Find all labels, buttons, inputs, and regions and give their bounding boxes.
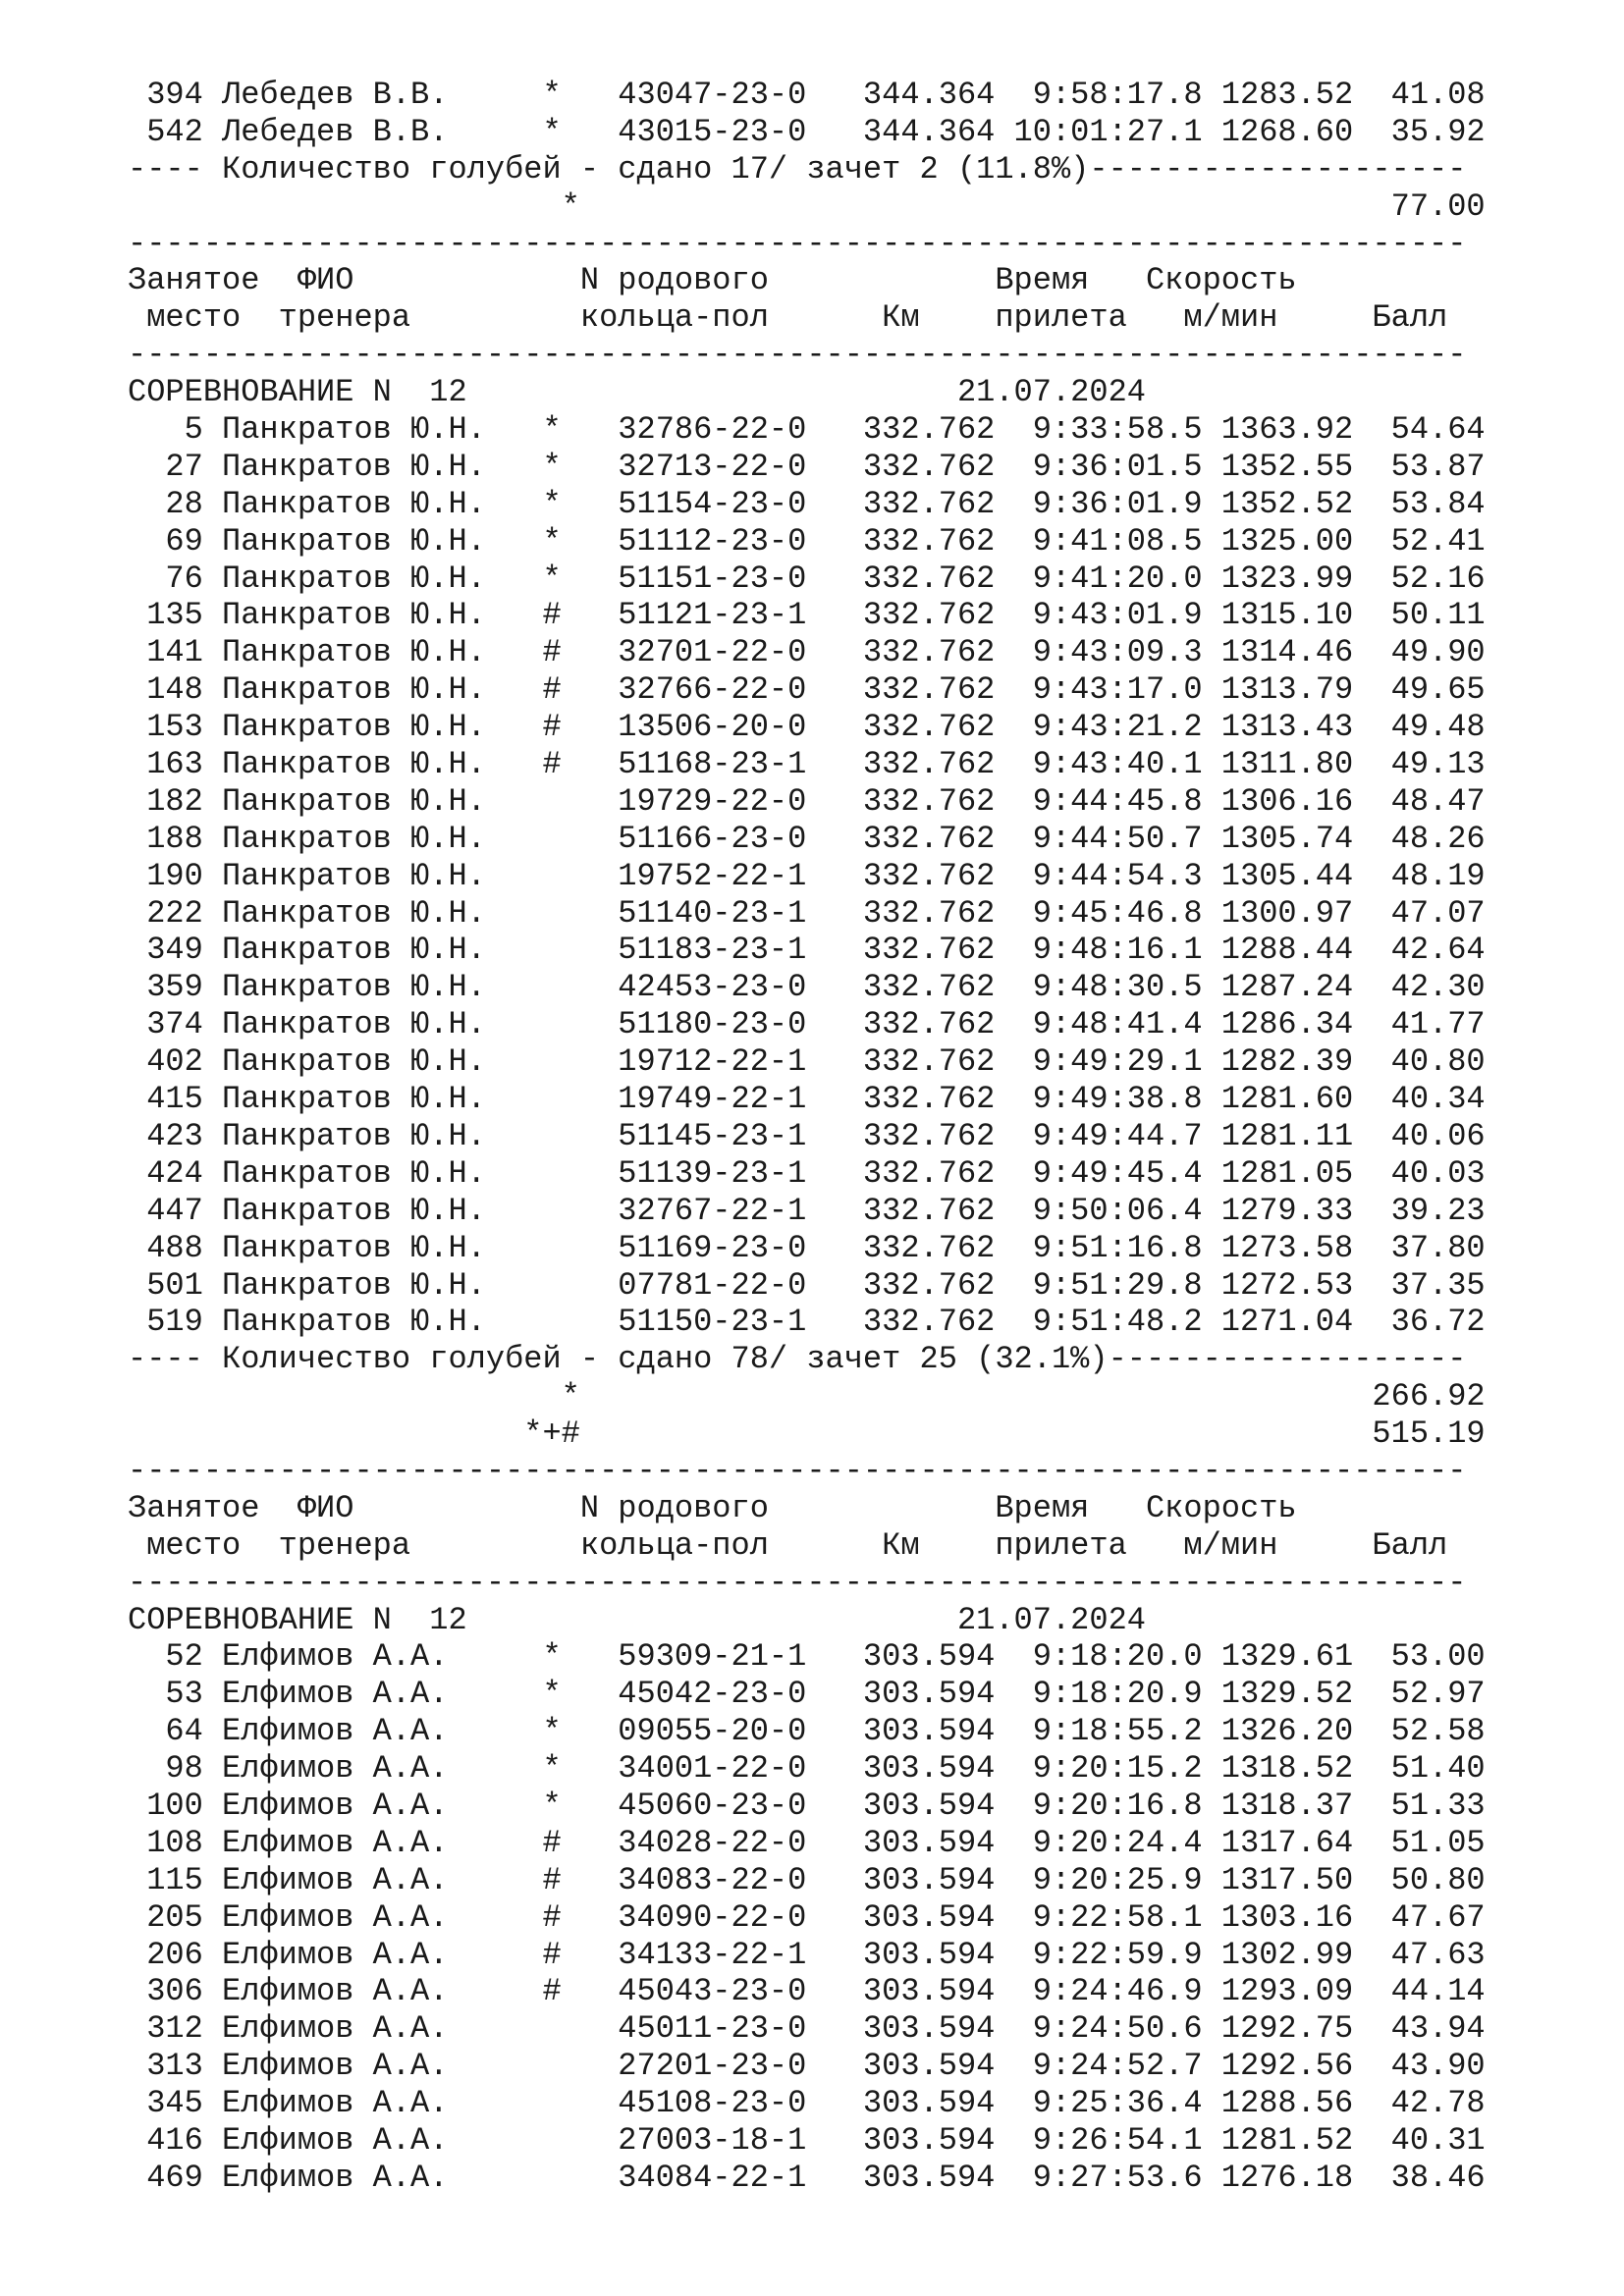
report-line: 98 Елфимов А.А. * 34001-22-0 303.594 9:20:15.2 1318.52 51.40 (128, 1750, 1486, 1788)
report-line: ----------------------------------------------------------------------- (128, 1564, 1467, 1601)
report-line: * 266.92 (128, 1378, 1486, 1415)
report-line: 5 Панкратов Ю.Н. * 32786-22-0 332.762 9:33:58.5 1363.92 54.64 (128, 411, 1486, 449)
report-line: место тренера кольца-пол Км прилета м/мин Балл (128, 299, 1448, 337)
report-line: 28 Панкратов Ю.Н. * 51154-23-0 332.762 9:36:01.9 1352.52 53.84 (128, 485, 1486, 522)
report-line: 394 Лебедев В.В. * 43047-23-0 344.364 9:58:17.8 1283.52 41.08 (128, 77, 1486, 113)
report-line: 424 Панкратов Ю.Н. 51139-23-1 332.762 9:49:45.4 1281.05 40.03 (128, 1154, 1486, 1192)
report-line: ----------------------------------------------------------------------- (128, 225, 1467, 262)
report-line: 423 Панкратов Ю.Н. 51145-23-1 332.762 9:49:44.7 1281.11 40.06 (128, 1117, 1486, 1154)
report-line: ----------------------------------------------------------------------- (128, 337, 1467, 374)
report-line: 141 Панкратов Ю.Н. # 32701-22-0 332.762 9:43:09.3 1314.46 49.90 (128, 634, 1486, 671)
report-line: Занятое ФИО N родового Время Скорость (128, 262, 1297, 299)
report-line: 501 Панкратов Ю.Н. 07781-22-0 332.762 9:51:29.8 1272.53 37.35 (128, 1266, 1486, 1304)
report-line: 135 Панкратов Ю.Н. # 51121-23-1 332.762 9:43:01.9 1315.10 50.11 (128, 597, 1486, 634)
report-line: 345 Елфимов А.А. 45108-23-0 303.594 9:25:36.4 1288.56 42.78 (128, 2085, 1486, 2122)
report-line: 416 Елфимов А.А. 27003-18-1 303.594 9:26:54.1 1281.52 40.31 (128, 2121, 1486, 2159)
report-line: 374 Панкратов Ю.Н. 51180-23-0 332.762 9:48:41.4 1286.34 41.77 (128, 1006, 1486, 1043)
report-line: 359 Панкратов Ю.Н. 42453-23-0 332.762 9:48:30.5 1287.24 42.30 (128, 969, 1486, 1006)
report-line: 206 Елфимов А.А. # 34133-22-1 303.594 9:22:59.9 1302.99 47.63 (128, 1936, 1486, 1973)
report-line: 163 Панкратов Ю.Н. # 51168-23-1 332.762 9:43:40.1 1311.80 49.13 (128, 746, 1486, 783)
report-line: ----------------------------------------------------------------------- (128, 1452, 1467, 1489)
report-line: 190 Панкратов Ю.Н. 19752-22-1 332.762 9:44:54.3 1305.44 48.19 (128, 857, 1486, 894)
report-line: 447 Панкратов Ю.Н. 32767-22-1 332.762 9:50:06.4 1279.33 39.23 (128, 1192, 1486, 1229)
report-line: 205 Елфимов А.А. # 34090-22-0 303.594 9:22:58.1 1303.16 47.67 (128, 1898, 1486, 1936)
report-line: 349 Панкратов Ю.Н. 51183-23-1 332.762 9:48:16.1 1288.44 42.64 (128, 932, 1486, 969)
report-line: 312 Елфимов А.А. 45011-23-0 303.594 9:24:50.6 1292.75 43.94 (128, 2010, 1486, 2048)
report-line: 69 Панкратов Ю.Н. * 51112-23-0 332.762 9:41:08.5 1325.00 52.41 (128, 522, 1486, 560)
report-line: 53 Елфимов А.А. * 45042-23-0 303.594 9:18:20.9 1329.52 52.97 (128, 1676, 1486, 1713)
results-printout (128, 77, 1486, 2197)
report-line: 108 Елфимов А.А. # 34028-22-0 303.594 9:20:24.4 1317.64 51.05 (128, 1824, 1486, 1861)
report-line: 188 Панкратов Ю.Н. 51166-23-0 332.762 9:44:50.7 1305.74 48.26 (128, 820, 1486, 857)
report-line: 27 Панкратов Ю.Н. * 32713-22-0 332.762 9:36:01.5 1352.55 53.87 (128, 448, 1486, 485)
report-line: 100 Елфимов А.А. * 45060-23-0 303.594 9:20:16.8 1318.37 51.33 (128, 1787, 1486, 1824)
report-line: 415 Панкратов Ю.Н. 19749-22-1 332.762 9:49:38.8 1281.60 40.34 (128, 1081, 1486, 1118)
report-line: 542 Лебедев В.В. * 43015-23-0 344.364 10:01:27.1 1268.60 35.92 (128, 113, 1486, 150)
report-line: СОРЕВНОВАНИЕ N 12 21.07.2024 (128, 1601, 1146, 1638)
report-line: ---- Количество голубей - сдано 17/ зачет 2 (11.8%)-------------------- (128, 150, 1467, 187)
report-line: 402 Панкратов Ю.Н. 19712-22-1 332.762 9:49:29.1 1282.39 40.80 (128, 1043, 1486, 1081)
report-line: 469 Елфимов А.А. 34084-22-1 303.594 9:27:53.6 1276.18 38.46 (128, 2159, 1486, 2196)
report-line: 115 Елфимов А.А. # 34083-22-0 303.594 9:20:25.9 1317.50 50.80 (128, 1861, 1486, 1898)
report-line: ---- Количество голубей - сдано 78/ зачет 25 (32.1%)------------------- (128, 1341, 1467, 1378)
report-line: *+# 515.19 (128, 1415, 1486, 1453)
report-line: 52 Елфимов А.А. * 59309-21-1 303.594 9:18:20.0 1329.61 53.00 (128, 1638, 1486, 1676)
report-line: * 77.00 (128, 187, 1486, 225)
report-line: 153 Панкратов Ю.Н. # 13506-20-0 332.762 9:43:21.2 1313.43 49.48 (128, 709, 1486, 746)
report-line: 488 Панкратов Ю.Н. 51169-23-0 332.762 9:51:16.8 1273.58 37.80 (128, 1229, 1486, 1266)
report-line: 313 Елфимов А.А. 27201-23-0 303.594 9:24:52.7 1292.56 43.90 (128, 2048, 1486, 2085)
report-line: 306 Елфимов А.А. # 45043-23-0 303.594 9:24:46.9 1293.09 44.14 (128, 1973, 1486, 2010)
report-line: 222 Панкратов Ю.Н. 51140-23-1 332.762 9:45:46.8 1300.97 47.07 (128, 894, 1486, 932)
report-line: СОРЕВНОВАНИЕ N 12 21.07.2024 (128, 374, 1146, 411)
report-line: 182 Панкратов Ю.Н. 19729-22-0 332.762 9:44:45.8 1306.16 48.47 (128, 782, 1486, 820)
report-line: 148 Панкратов Ю.Н. # 32766-22-0 332.762 9:43:17.0 1313.79 49.65 (128, 671, 1486, 709)
report-line: место тренера кольца-пол Км прилета м/мин Балл (128, 1526, 1448, 1564)
report-line: 76 Панкратов Ю.Н. * 51151-23-0 332.762 9:41:20.0 1323.99 52.16 (128, 560, 1486, 597)
report-line: 519 Панкратов Ю.Н. 51150-23-1 332.762 9:51:48.2 1271.04 36.72 (128, 1304, 1486, 1341)
report-line: Занятое ФИО N родового Время Скорость (128, 1489, 1297, 1526)
report-line: 64 Елфимов А.А. * 09055-20-0 303.594 9:18:55.2 1326.20 52.58 (128, 1713, 1486, 1750)
